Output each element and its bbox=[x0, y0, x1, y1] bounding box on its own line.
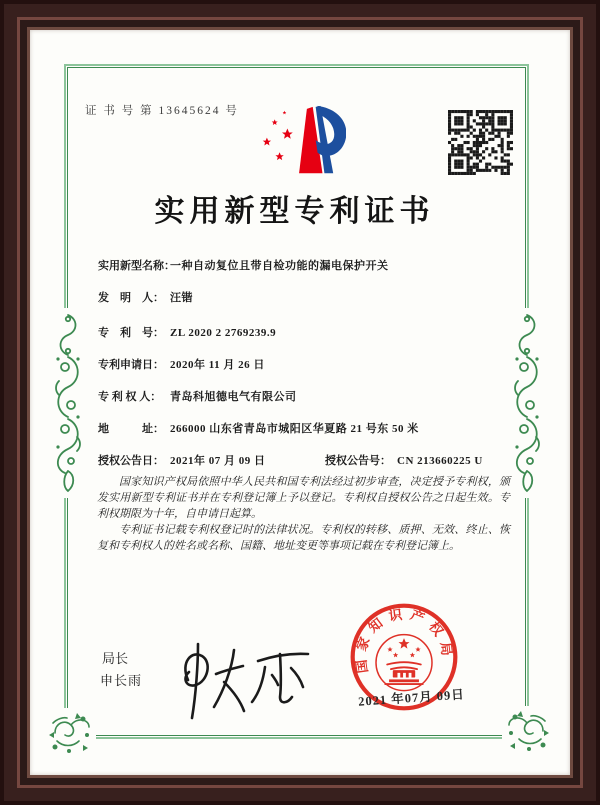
scroll-flourish-icon bbox=[51, 311, 85, 495]
right-scroll-ornament bbox=[507, 308, 547, 498]
field-value: CN 213660225 U bbox=[397, 455, 483, 467]
field-row-grant bbox=[98, 452, 510, 468]
field-value: 青岛科旭德电气有限公司 bbox=[170, 391, 297, 403]
certificate-title: 实用新型专利证书 bbox=[154, 195, 435, 228]
field-value: 2020年 11 月 26 日 bbox=[170, 359, 265, 371]
field-label: 授权公告号： bbox=[325, 455, 391, 467]
field-label: 发 明 人： bbox=[98, 292, 164, 304]
qr-code bbox=[448, 110, 513, 175]
signature-icon bbox=[158, 634, 328, 734]
field-label: 实用新型名称： bbox=[98, 260, 175, 272]
field-label: 专利申请日： bbox=[98, 359, 164, 371]
certificate-paper bbox=[30, 30, 570, 775]
field-value: ZL 2020 2 2769239.9 bbox=[170, 327, 277, 339]
bottom-left-floral-ornament bbox=[44, 708, 96, 758]
field-row-name bbox=[98, 257, 389, 273]
scroll-flourish-icon bbox=[510, 311, 544, 495]
field-label: 专 利 权 人： bbox=[98, 391, 162, 403]
field-value: 266000 山东省青岛市城阳区华夏路 21 号东 50 米 bbox=[170, 423, 419, 435]
cnipa-logo bbox=[258, 103, 346, 181]
grant-number-group bbox=[325, 452, 483, 468]
field-row-inventor bbox=[98, 289, 193, 305]
left-scroll-ornament bbox=[48, 308, 88, 498]
field-label: 专 利 号： bbox=[98, 327, 164, 339]
seal-text: 国家知识产权局 bbox=[352, 606, 456, 675]
cnipa-logo-icon bbox=[258, 103, 346, 181]
field-row-filing-date bbox=[98, 356, 265, 372]
floral-corner-icon bbox=[505, 709, 551, 753]
field-value: 2021年 07 月 09 日 bbox=[170, 455, 266, 467]
qr-code-icon bbox=[448, 110, 513, 175]
field-label: 地 址： bbox=[98, 423, 164, 435]
field-row-patent-no bbox=[98, 324, 276, 340]
field-value: 一种自动复位且带自检功能的漏电保护开关 bbox=[170, 260, 389, 272]
director-title: 局长 bbox=[102, 651, 129, 666]
legal-text bbox=[97, 474, 510, 554]
legal-paragraph-2: 专利证书记载专利权登记时的法律状况。专利权的转移、质押、无效、终止、恢复和专利权人的姓名或名称、国籍、地址变更等事项记载在专利登记簿上。 bbox=[97, 524, 510, 552]
national-emblem-icon bbox=[376, 635, 432, 691]
field-label: 授权公告日： bbox=[98, 455, 164, 467]
field-row-address bbox=[98, 420, 419, 436]
field-row-patentee bbox=[98, 388, 297, 404]
director-signature bbox=[158, 634, 328, 734]
floral-corner-icon bbox=[47, 711, 93, 755]
certificate-number: 证 书 号 第 13645624 号 bbox=[85, 105, 239, 117]
legal-paragraph-1: 国家知识产权局依照中华人民共和国专利法经过初步审查，决定授予专利权，颁发实用新型专利证书并在专利登记簿上予以登记。专利权自授权公告之日起生效。专利权期限为十年，自申请日起算。 bbox=[97, 476, 510, 520]
bottom-right-floral-ornament bbox=[502, 706, 554, 756]
field-value: 汪锴 bbox=[170, 292, 193, 304]
seal-date: 2021 年07月 09日 bbox=[357, 687, 466, 709]
director-name: 申长雨 bbox=[100, 673, 143, 688]
